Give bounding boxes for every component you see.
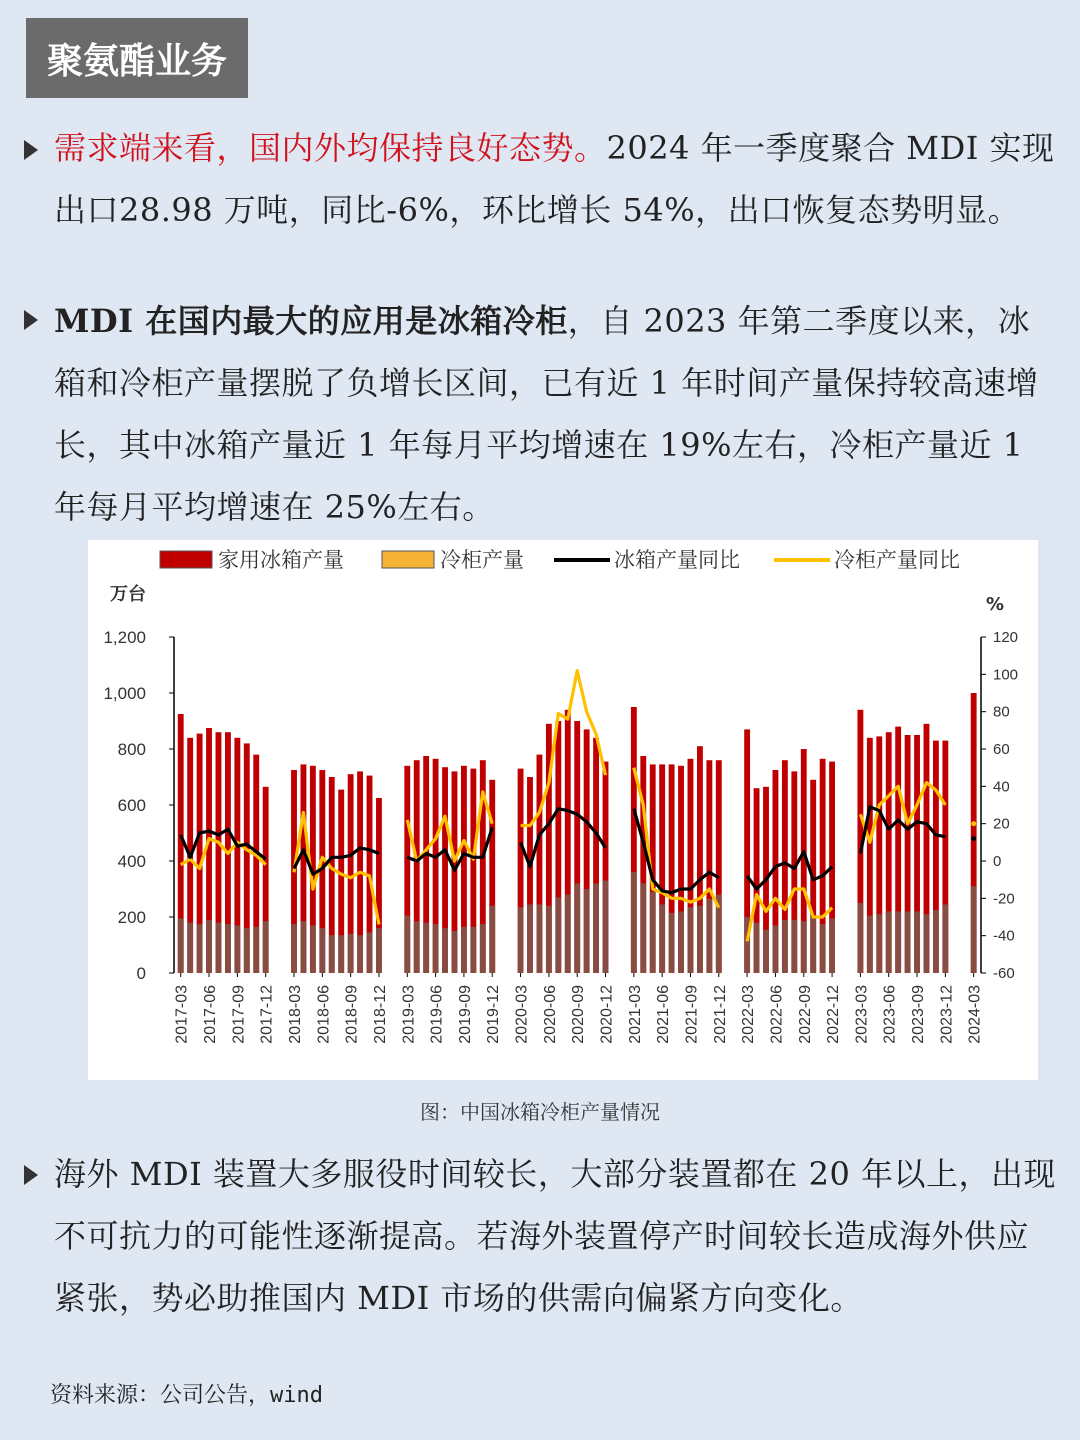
x-tick-label: 2023-03: [853, 985, 871, 1044]
x-tick-label: 2019-03: [400, 985, 418, 1044]
right-tick-label: -60: [993, 965, 1015, 982]
freezer-bar: [857, 903, 863, 973]
freezer-bar: [810, 917, 816, 973]
bullet-1-icon: [24, 140, 38, 160]
legend-swatch: [160, 551, 212, 568]
freezer-bar: [669, 913, 675, 973]
freezer-bar: [310, 925, 316, 973]
x-tick-label: 2024-03: [966, 985, 984, 1044]
freezer-yoy-line: [634, 768, 719, 908]
left-tick-label: 1,200: [103, 628, 146, 647]
freezer-bar: [234, 925, 240, 973]
x-tick-label: 2020-09: [570, 985, 588, 1044]
freezer-bar: [895, 911, 901, 973]
right-tick-label: 0: [993, 853, 1002, 870]
x-tick-label: 2018-09: [343, 985, 361, 1044]
freezer-bar: [706, 899, 712, 973]
freezer-bar: [697, 906, 703, 973]
freezer-bar: [404, 916, 410, 973]
x-tick-label: 2022-09: [796, 985, 814, 1044]
right-axis-unit: %: [986, 594, 1005, 615]
freezer-bar: [461, 927, 467, 973]
freezer-bar: [773, 925, 779, 973]
freezer-bar: [338, 935, 344, 973]
fridge-yoy-line: [747, 852, 832, 889]
paragraph-1-text: 2024 年一季度聚合 MDI 实现出口28.98 万吨，同比-6%，环比增长 54%，出口恢复态势明显。: [54, 129, 1055, 229]
x-tick-label: 2019-12: [485, 985, 503, 1044]
right-tick-label: 40: [993, 778, 1010, 796]
freezer-bar: [688, 907, 694, 973]
fridge-yoy-line-point: [971, 836, 976, 841]
freezer-bar: [178, 918, 184, 973]
freezer-bar: [565, 895, 571, 973]
freezer-yoy-line: [181, 839, 266, 869]
left-tick-label: 600: [117, 796, 146, 815]
freezer-bar: [574, 883, 580, 973]
freezer-bar: [414, 921, 420, 973]
x-tick-label: 2018-03: [287, 985, 304, 1044]
x-tick-label: 2018-12: [371, 985, 389, 1044]
fridge-yoy-line: [521, 809, 606, 867]
x-tick-label: 2019-06: [428, 985, 446, 1044]
freezer-bar: [820, 924, 826, 973]
freezer-bar: [480, 924, 486, 973]
x-tick-label: 2023-09: [910, 985, 928, 1044]
freezer-bar: [650, 892, 656, 973]
freezer-bar: [442, 928, 448, 973]
freezer-bar: [971, 886, 977, 973]
freezer-bar: [216, 923, 222, 973]
x-tick-label: 2021-06: [655, 985, 673, 1044]
legend-label: 冷柜产量: [440, 548, 524, 572]
paragraph-1: [54, 117, 1059, 241]
freezer-bar: [942, 904, 948, 973]
x-tick-label: 2017-06: [202, 985, 220, 1044]
freezer-bar: [924, 914, 930, 973]
x-tick-label: 2017-09: [230, 985, 248, 1044]
freezer-bar: [905, 911, 911, 973]
x-tick-label: 2018-06: [315, 985, 333, 1044]
right-tick-label: 120: [993, 629, 1019, 646]
right-tick-label: 20: [993, 815, 1010, 833]
left-tick-label: 400: [117, 852, 146, 871]
freezer-bar: [452, 931, 458, 973]
freezer-bar: [867, 916, 873, 973]
freezer-yoy-line: [407, 792, 492, 861]
freezer-bar: [933, 910, 939, 973]
x-tick-label: 2020-03: [513, 985, 531, 1044]
freezer-yoy-line: [294, 813, 379, 925]
right-tick-label: -20: [993, 890, 1015, 908]
freezer-bar: [489, 906, 495, 973]
freezer-bar: [376, 928, 382, 973]
x-tick-label: 2022-12: [825, 985, 843, 1044]
freezer-bar: [433, 924, 439, 973]
freezer-bar: [357, 935, 363, 973]
left-tick-label: 200: [117, 908, 146, 927]
right-tick-label: 60: [993, 741, 1010, 758]
production-chart: [88, 540, 1038, 1080]
freezer-bar: [423, 923, 429, 973]
freezer-bar: [603, 881, 609, 973]
freezer-bar: [555, 897, 561, 973]
freezer-bar: [367, 932, 373, 973]
freezer-bar: [886, 911, 892, 973]
right-tick-label: -40: [993, 927, 1015, 945]
chart-caption: 图：中国冰箱冷柜产量情况: [420, 1100, 660, 1124]
freezer-bar: [801, 921, 807, 973]
left-axis-unit: 万台: [110, 584, 146, 605]
freezer-bar: [914, 911, 920, 973]
bullet-2-icon: [24, 310, 38, 330]
freezer-bar: [187, 923, 193, 973]
freezer-bar: [319, 928, 325, 973]
x-tick-label: 2020-06: [541, 985, 559, 1044]
paragraph-2: [54, 290, 1059, 538]
x-tick-label: 2017-12: [258, 985, 276, 1044]
freezer-bar: [584, 889, 590, 973]
x-tick-label: 2021-12: [711, 985, 729, 1044]
freezer-bar: [782, 920, 788, 973]
freezer-bar: [263, 921, 269, 973]
x-tick-label: 2022-06: [768, 985, 786, 1044]
section-title: 聚氨酯业务: [26, 18, 248, 98]
freezer-bar: [527, 904, 533, 973]
legend-label: 冷柜产量同比: [834, 548, 960, 572]
freezer-bar: [253, 927, 259, 973]
right-tick-label: 100: [993, 666, 1019, 684]
legend-label: 家用冰箱产量: [218, 548, 344, 572]
left-tick-label: 0: [136, 964, 146, 983]
source-note: 资料来源：公司公告，wind: [50, 1383, 323, 1408]
paragraph-1-highlight: 需求端来看，国内外均保持良好态势。: [54, 129, 607, 167]
freezer-bar: [329, 935, 335, 973]
paragraph-3: 海外 MDI 装置大多服役时间较长，大部分装置都在 20 年以上，出现不可抗力的可能性逐渐提高。若海外装置停产时间较长造成海外供应紧张，势必助推国内 MDI 市场的供需向偏紧方向变化。: [54, 1155, 1056, 1317]
freezer-bar: [754, 923, 760, 973]
left-tick-label: 1,000: [103, 684, 146, 703]
x-tick-label: 2021-09: [683, 985, 701, 1044]
freezer-bar: [763, 930, 769, 973]
legend-swatch: [382, 551, 434, 568]
freezer-bar: [659, 904, 665, 973]
legend-label: 冰箱产量同比: [614, 548, 740, 572]
freezer-yoy-line: [521, 671, 606, 826]
paragraph-2-text: ，自 2023 年第二季度以来，冰箱和冷柜产量摆脱了负增长区间，已有近 1 年时间产量保持较高速增长，其中冰箱产量近 1 年每月平均增速在 19%左右，冷柜产量近 1 年每月平均增速在 25%左右。: [54, 302, 1039, 526]
freezer-bar: [631, 872, 637, 973]
freezer-bar: [791, 920, 797, 973]
x-tick-label: 2021-03: [626, 985, 644, 1044]
right-tick-label: 80: [993, 703, 1010, 721]
bullet-3-icon: [24, 1165, 38, 1185]
x-tick-label: 2017-03: [173, 985, 191, 1044]
freezer-yoy-line: [747, 889, 832, 941]
freezer-bar: [640, 883, 646, 973]
freezer-bar: [470, 927, 476, 973]
freezer-bar: [537, 904, 543, 973]
freezer-bar: [244, 928, 250, 973]
left-tick-label: 800: [117, 740, 146, 759]
x-tick-label: 2022-03: [740, 985, 758, 1044]
freezer-bar: [678, 911, 684, 973]
freezer-bar: [225, 924, 231, 973]
paragraph-2-bold: MDI 在国内最大的应用是冰箱冷柜: [54, 302, 568, 340]
freezer-bar: [546, 906, 552, 973]
x-tick-label: 2019-09: [456, 985, 474, 1044]
freezer-bar: [829, 918, 835, 973]
x-tick-label: 2023-12: [938, 985, 956, 1044]
x-tick-label: 2020-12: [598, 985, 616, 1044]
freezer-bar: [197, 924, 203, 973]
freezer-bar: [876, 914, 882, 973]
freezer-bar: [348, 934, 354, 973]
freezer-bar: [518, 907, 524, 973]
freezer-bar: [206, 920, 212, 973]
freezer-bar: [593, 883, 599, 973]
chart-svg: [88, 540, 1038, 1080]
freezer-yoy-line-point: [971, 821, 976, 826]
freezer-bar: [301, 921, 307, 973]
freezer-bar: [291, 924, 297, 973]
x-tick-label: 2023-06: [881, 985, 899, 1044]
